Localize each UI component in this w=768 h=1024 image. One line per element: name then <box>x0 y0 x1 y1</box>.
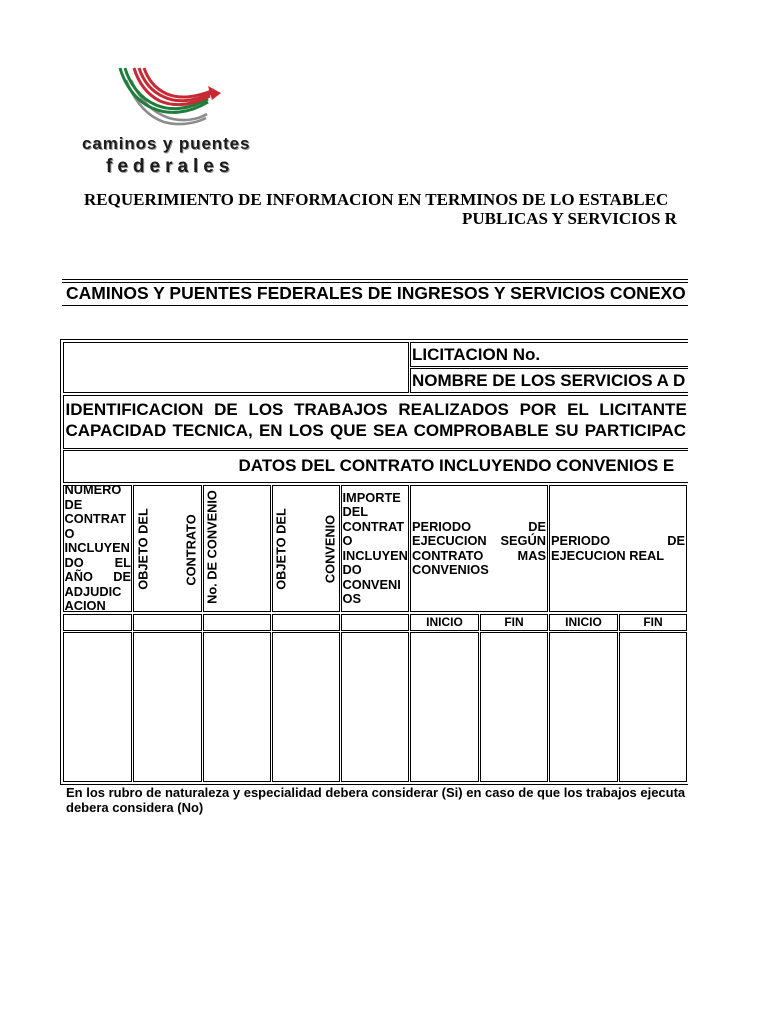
column-header-periodo-real <box>549 485 687 612</box>
header-line: NUMERO <box>64 485 122 498</box>
subheader-fin-contrato: FIN <box>480 614 548 631</box>
data-cell <box>410 632 479 782</box>
header-line: IMPORTE <box>342 489 401 505</box>
data-cell <box>203 632 271 782</box>
nombre-servicios-label: NOMBRE DE LOS SERVICIOS A D <box>412 370 686 390</box>
logo <box>78 64 258 182</box>
header-line: INCLUYEN <box>342 547 408 563</box>
header-line: INCLUYEN <box>64 540 130 556</box>
data-cell <box>480 632 548 782</box>
subheader-cell <box>272 614 340 631</box>
logo-text-caminos-y-puentes: caminos y puentes <box>82 134 251 153</box>
header-line: ADJUDIC <box>64 583 122 599</box>
header-line: O <box>342 533 353 548</box>
header-line: EJECUCION SEGÚN <box>412 533 546 548</box>
header-line: DE <box>64 496 83 512</box>
header-line: CONVENI <box>342 576 401 592</box>
datos-contrato-cell <box>63 450 688 483</box>
column-header-text <box>343 486 409 611</box>
nombre-servicios-cell <box>410 368 688 393</box>
logo-graphic <box>112 66 222 130</box>
column-header-objeto-convenio <box>272 485 340 612</box>
header-line: DO <box>342 562 362 577</box>
column-header-text <box>65 486 132 611</box>
footer-note-line-2: debera considera (No) <box>66 800 204 815</box>
header-line: CONTRATO MAS <box>412 547 546 563</box>
column-header-text <box>412 486 546 611</box>
subheader-cell <box>133 614 202 631</box>
header-line: PERIODO DE <box>551 533 685 548</box>
data-cell <box>341 632 409 782</box>
column-header-periodo-contrato <box>410 485 548 612</box>
header-line: EJECUCION REAL <box>551 547 665 563</box>
licitacion-label: LICITACION No. <box>412 344 541 364</box>
data-cell <box>272 632 340 782</box>
data-cell <box>619 632 687 782</box>
logo-text-federales: federales <box>106 156 235 177</box>
column-header-importe <box>341 485 409 612</box>
subheader-cell <box>341 614 409 631</box>
column-header-text <box>551 486 685 611</box>
data-cell <box>549 632 618 782</box>
header-vertical-text: CONTRATO <box>183 513 198 586</box>
header-line: ACION <box>64 598 106 612</box>
header-line: DO EL <box>64 554 131 570</box>
header-line: PERIODO DE <box>412 518 546 534</box>
header-line: OS <box>342 591 361 606</box>
identificacion-cell <box>63 395 688 449</box>
data-cell <box>63 632 132 782</box>
subheader-fin-real: FIN <box>619 614 687 631</box>
document-title-line-2: PUBLICAS Y SERVICIOS R <box>462 209 677 228</box>
footer-note-line-1: En los rubro de naturaleza y especialidad debera considerar (Si) en caso de que los trabajos ejecuta <box>66 785 686 800</box>
data-cell <box>133 632 202 782</box>
column-header-no-convenio <box>203 485 271 612</box>
identificacion-line-1: IDENTIFICACION DE LOS TRABAJOS REALIZADOS POR EL LICITANTE <box>65 399 687 419</box>
header-line: CONTRAT <box>64 511 127 527</box>
datos-contrato-title: DATOS DEL CONTRATO INCLUYENDO CONVENIOS E <box>238 456 675 475</box>
column-header-objeto-contrato <box>133 485 202 612</box>
subheader-inicio-real: INICIO <box>549 614 618 631</box>
header-line: CONVENIOS <box>412 562 489 577</box>
subheader-cell <box>63 614 132 631</box>
identificacion-line-2: CAPACIDAD TECNICA, EN LOS QUE SEA COMPROBABLE SU PARTICIPAC <box>65 420 687 440</box>
document-title-line-1: REQUERIMIENTO DE INFORMACION EN TERMINOS DE LO ESTABLEC <box>84 190 669 209</box>
subheader-inicio-contrato: INICIO <box>410 614 479 631</box>
licitacion-cell <box>410 342 688 367</box>
header-line: CONTRAT <box>342 518 405 534</box>
column-header-numero-contrato <box>63 485 132 612</box>
divider <box>62 305 688 306</box>
header-vertical-text: OBJETO DEL <box>135 507 150 590</box>
header-line: DEL <box>342 504 369 519</box>
organization-heading: CAMINOS Y PUENTES FEDERALES DE INGRESOS Y SERVICIOS CONEXO <box>66 283 686 303</box>
subheader-cell <box>203 614 271 631</box>
blank-cell <box>63 342 409 393</box>
header-vertical-text: CONVENIO <box>322 514 337 583</box>
header-vertical-text: No. DE CONVENIO <box>204 489 219 604</box>
header-line: AÑO DE <box>64 569 131 585</box>
header-vertical-text: OBJETO DEL <box>273 507 288 590</box>
header-line: O <box>64 525 75 541</box>
